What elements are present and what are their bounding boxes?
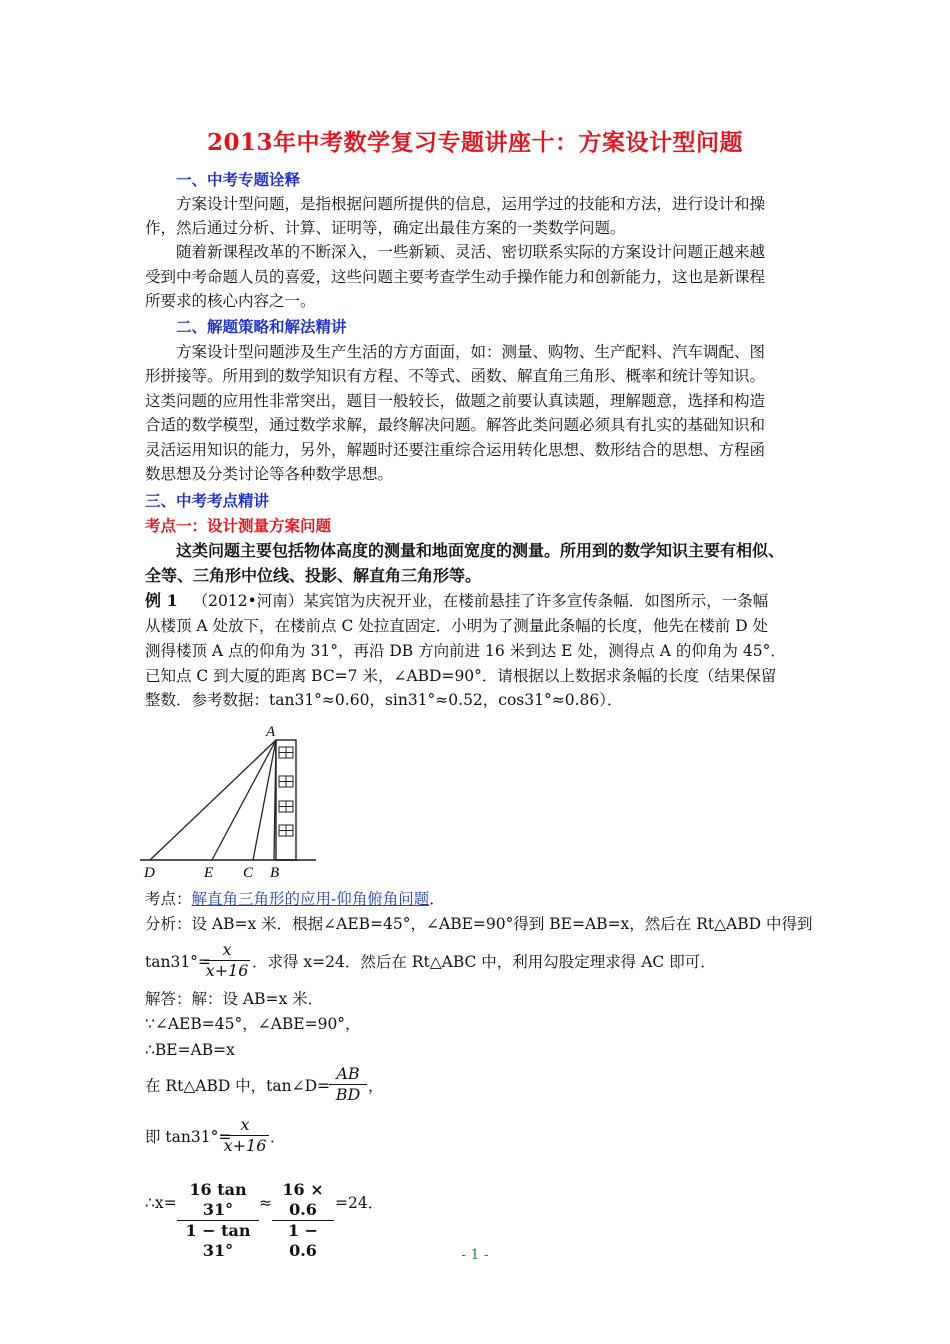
point1-heading: 考点一：设计测量方案问题 <box>145 516 332 535</box>
fraction-x-over-x16 <box>221 1115 269 1156</box>
fraction-denominator: x+16 <box>223 1136 267 1155</box>
paragraph-line: 形拼接等。所用到的数学知识有方程、不等式、函数、解直角三角形、概率和统计等知识。 <box>145 367 766 385</box>
fraction-denominator: 1 − tan 31° <box>185 1221 251 1260</box>
paragraph-line: 这类问题的应用性非常突出，题目一般较长，做题之前要认真读题，理解题意，选择和构造 <box>145 392 766 410</box>
example-label: 例 1 <box>145 591 178 610</box>
fraction-numerator: AB <box>336 1064 360 1083</box>
paragraph-line: 受到中考命题人员的喜爱，这些问题主要考查学生动手操作能力和创新能力，这也是新课程 <box>145 268 766 286</box>
solution-tanD-prefix: 在 Rt△ABD 中，tan∠D= <box>145 1077 331 1095</box>
solution-comma: ， <box>368 1077 384 1095</box>
label-B: B <box>270 865 280 880</box>
fraction-AB-over-BD <box>329 1064 367 1105</box>
fraction-denominator: 1 − 0.6 <box>287 1221 319 1260</box>
paragraph-line: 作，然后通过分析、计算、证明等，确定出最佳方案的一类数学问题。 <box>145 219 626 237</box>
fraction-denominator: BD <box>335 1085 361 1104</box>
solution-tan31-prefix: 即 tan31°= <box>145 1128 232 1146</box>
example-line: 从楼顶 A 处放下，在楼前点 C 处拉直固定．小明为了测量此条幅的长度，他先在楼前 D 处 <box>145 617 769 635</box>
page-number: - 1 - <box>461 1247 489 1263</box>
solution-x-prefix: ∴x= <box>145 1194 177 1212</box>
solution-result: =24． <box>335 1194 384 1212</box>
paragraph-line: 数思想及分类讨论等各种数学思想。 <box>145 465 394 483</box>
building-banner-figure <box>140 718 320 880</box>
paragraph-line: 合适的数学模型，通过数学求解，最终解决问题。解答此类问题必须具有扎实的基础知识和 <box>145 416 766 434</box>
paragraph-line: 所要求的核心内容之一。 <box>145 292 316 310</box>
label-E: E <box>204 865 214 880</box>
paragraph-line: 灵活运用知识的能力，另外，解题时还要注重综合运用转化思想、数形结合的思想、方程函 <box>145 441 766 459</box>
solution-period: ． <box>270 1128 286 1146</box>
paragraph-line: 随着新课程改革的不断深入，一些新颖、灵活、密切联系实际的方案设计问题正越来越 <box>176 243 766 261</box>
paragraph-line: 方案设计型问题涉及生产生活的方方面面，如：测量、购物、生产配料、汽车调配、图 <box>176 343 766 361</box>
example-line: 整数．参考数据：tan31°≈0.60，sin31°≈0.52，cos31°≈0.86）． <box>145 691 623 709</box>
fraction-numerator: 16 tan 31° <box>189 1180 247 1219</box>
section3-heading: 三、中考考点精讲 <box>145 491 270 510</box>
example-line: 已知点 C 到大厦的距离 BC=7 米，∠ABD=90°．请根据以上数据求条幅的长度（结果保留 <box>145 667 777 685</box>
fraction-numerator: x <box>222 940 232 959</box>
example-text: （2012•河南）某宾馆为庆祝开业，在楼前悬挂了许多宣传条幅．如图所示，一条幅 <box>192 592 769 610</box>
kaodian-label: 考点： <box>145 890 192 908</box>
fraction-numerator: 16 × 0.6 <box>282 1180 324 1219</box>
label-A: A <box>266 724 276 740</box>
paragraph-line: 方案设计型问题，是指根据问题所提供的信息，运用学过的技能和方法，进行设计和操 <box>176 195 766 213</box>
section2-heading: 二、解题策略和解法精讲 <box>176 317 347 336</box>
example-line <box>145 591 810 611</box>
label-D: D <box>144 865 155 880</box>
bold-summary-line: 全等、三角形中位线、投影、解直角三角形等。 <box>145 566 482 585</box>
building-windows <box>279 747 293 836</box>
analysis-tan-prefix: tan31°= <box>145 953 211 971</box>
fraction-numerator: x <box>240 1115 250 1134</box>
bold-summary-line: 这类问题主要包括物体高度的测量和地面宽度的测量。所用到的数学知识主要有相似、 <box>176 541 785 560</box>
label-C: C <box>243 865 254 880</box>
fraction-x-over-x16 <box>204 940 250 981</box>
kaodian-end: ． <box>429 890 445 908</box>
example-line: 测得楼顶 A 点的仰角为 31°，再沿 DB 方向前进 16 米到达 E 处，测得点 A 的仰角为 45°． <box>145 642 786 660</box>
kaodian-link[interactable]: 解直角三角形的应用-仰角俯角问题 <box>191 890 430 908</box>
analysis-line-end: ．求得 x=24．然后在 Rt△ABC 中，利用勾股定理求得 AC 即可． <box>252 953 716 971</box>
solution-line: ∵∠AEB=45°，∠ABE=90°， <box>145 1015 361 1033</box>
solution-line: ∴BE=AB=x <box>145 1041 235 1059</box>
solution-line: 解答：解：设 AB=x 米． <box>145 990 324 1008</box>
page-title: 2013年中考数学复习专题讲座十：方案设计型问题 <box>206 129 743 156</box>
solution-line <box>145 1076 810 1096</box>
kaodian-line <box>145 889 810 909</box>
approx-sign: ≈ <box>259 1194 272 1212</box>
section1-heading: 一、中考专题诠释 <box>176 170 301 189</box>
sight-lines <box>150 740 276 860</box>
fraction-denominator: x+16 <box>205 961 249 980</box>
analysis-line: 分析：设 AB=x 米．根据∠AEB=45°，∠ABE=90°得到 BE=AB=x，然后在 Rt△ABD 中得到 <box>145 915 813 933</box>
